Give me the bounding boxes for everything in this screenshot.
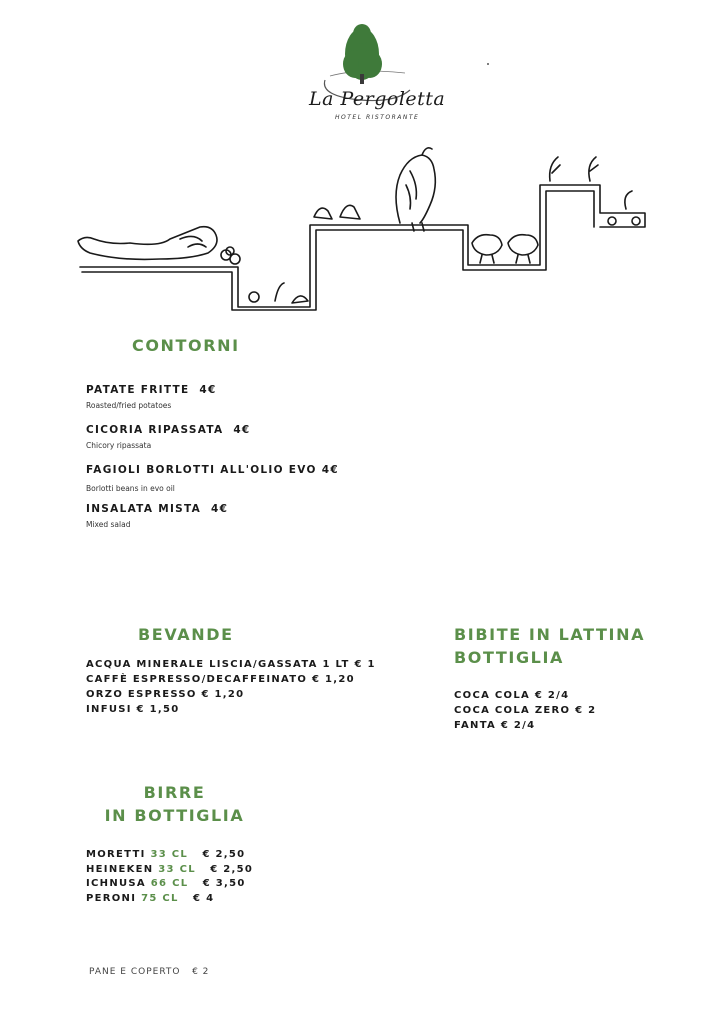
drink-line: INFUSI € 1,50 bbox=[86, 704, 180, 715]
bibite-title-line1: BIBITE IN LATTINA bbox=[454, 625, 646, 644]
menu-item-name: INSALATA MISTA 4€ bbox=[86, 503, 229, 515]
brand-name: La Pergoletta bbox=[309, 88, 446, 110]
brand-subtitle: HOTEL RISTORANTE bbox=[335, 114, 420, 121]
tree-logo bbox=[300, 18, 500, 128]
section-title-bevande: BEVANDE bbox=[138, 625, 234, 644]
staircase-illustration bbox=[70, 135, 660, 315]
menu-item-name: CICORIA RIPASSATA 4€ bbox=[86, 424, 251, 436]
menu-item-desc: Roasted/fried potatoes bbox=[86, 401, 172, 410]
beer-line: HEINEKEN 33 CL € 2,50 bbox=[86, 864, 254, 875]
beer-line: ICHNUSA 66 CL € 3,50 bbox=[86, 878, 246, 889]
menu-item-name: PATATE FRITTE 4€ bbox=[86, 384, 217, 396]
section-title-birre bbox=[102, 783, 247, 825]
beer-line: PERONI 75 CL € 4 bbox=[86, 893, 215, 904]
menu-item-name: FAGIOLI BORLOTTI ALL'OLIO EVO 4€ bbox=[86, 464, 339, 476]
bibite-title-line2: BOTTIGLIA bbox=[454, 648, 565, 667]
soda-line: FANTA € 2/4 bbox=[454, 720, 536, 731]
cover-charge: PANE E COPERTO € 2 bbox=[89, 967, 210, 977]
soda-line: COCA COLA ZERO € 2 bbox=[454, 705, 597, 716]
section-title-contorni: CONTORNI bbox=[132, 336, 240, 355]
drink-line: ACQUA MINERALE LISCIA/GASSATA 1 LT € 1 bbox=[86, 659, 376, 670]
menu-item-desc: Borlotti beans in evo oil bbox=[86, 484, 175, 493]
drink-line: ORZO ESPRESSO € 1,20 bbox=[86, 689, 245, 700]
birre-title-line2: IN BOTTIGLIA bbox=[104, 806, 245, 825]
birre-title-line1: BIRRE bbox=[143, 783, 206, 802]
drink-line: CAFFÈ ESPRESSO/DECAFFEINATO € 1,20 bbox=[86, 674, 355, 685]
soda-line: COCA COLA € 2/4 bbox=[454, 690, 570, 701]
menu-item-desc: Mixed salad bbox=[86, 520, 131, 529]
section-title-bibite bbox=[454, 625, 645, 667]
menu-item-desc: Chicory ripassata bbox=[86, 441, 152, 450]
beer-line: MORETTI 33 CL € 2,50 bbox=[86, 849, 246, 860]
